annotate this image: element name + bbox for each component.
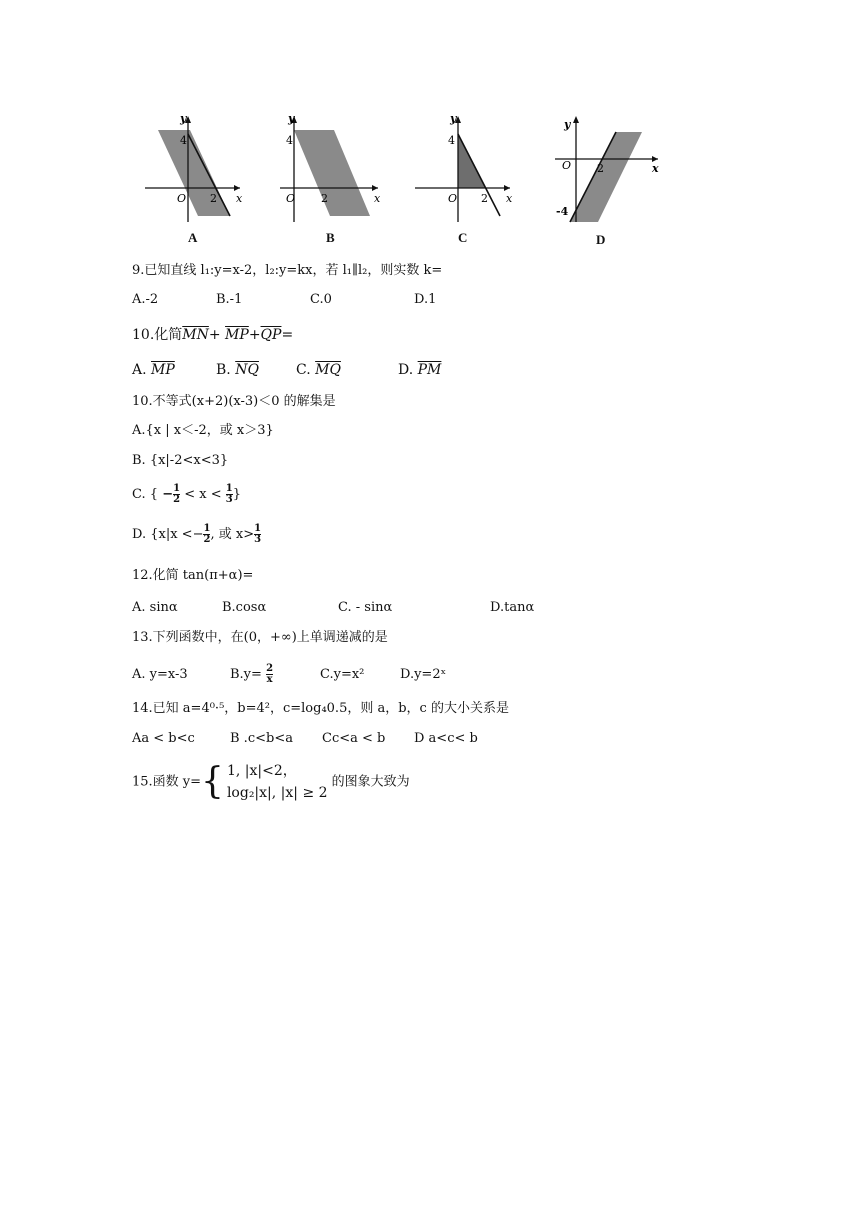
- graph-d-shaded-region: [570, 132, 642, 222]
- q10b-option-a[interactable]: A.{x | x＜-2，或 x＞3}: [132, 423, 274, 438]
- tick-2: 2: [321, 192, 328, 205]
- graph-label-c: C: [458, 230, 468, 245]
- tick-2: 2: [210, 192, 217, 205]
- vector-mn: $\overline{MN}$: [182, 327, 209, 343]
- tick-minus-4: -4: [556, 205, 569, 218]
- equals: =: [281, 327, 294, 343]
- q14-option-c[interactable]: Cc<a < b: [322, 731, 386, 746]
- origin-label: O: [286, 192, 296, 205]
- graph-label-b: B: [326, 230, 335, 245]
- q15-prefix: 15.函数 y=: [132, 774, 202, 790]
- tick-4: 4: [448, 134, 455, 147]
- origin-label: O: [448, 192, 458, 205]
- origin-label: O: [562, 159, 572, 172]
- fraction-one-third: $\frac{1}{3}$: [254, 523, 262, 545]
- x-axis-label: x: [374, 192, 381, 205]
- q13-option-c[interactable]: C.y=x²: [320, 667, 365, 682]
- q15-suffix: 的图象大致为: [327, 774, 410, 790]
- tick-4: 4: [180, 134, 187, 147]
- q12-option-c[interactable]: C. - sinα: [338, 600, 393, 615]
- q15-stem: [132, 760, 410, 805]
- q9-options: [132, 290, 436, 310]
- q13-options: [132, 664, 446, 685]
- graph-b: [278, 112, 383, 245]
- q14-options: [132, 729, 478, 749]
- tick-2: 2: [481, 192, 488, 205]
- answer-graphs: [140, 112, 680, 252]
- piecewise-case-1: 1, |x|<2，: [226, 763, 297, 779]
- y-axis-label: y: [450, 112, 457, 125]
- q12-option-b[interactable]: B.cosα: [222, 600, 267, 615]
- q12-option-d[interactable]: D.tanα: [490, 600, 535, 615]
- x-axis-label: x: [236, 192, 243, 205]
- q13-option-b[interactable]: B.y= $\frac{2}{x}$: [230, 663, 274, 685]
- q9-option-d[interactable]: D.1: [414, 292, 437, 307]
- q9-option-b[interactable]: B.-1: [216, 292, 243, 307]
- q10a-option-a[interactable]: A. $\overline{MP}$: [132, 362, 175, 378]
- q13-option-d[interactable]: D.y=2ˣ: [400, 667, 447, 682]
- q12-option-a[interactable]: A. sinα: [132, 600, 178, 615]
- q13-stem: 13.下列函数中，在(0，+∞)上单调递减的是: [132, 630, 388, 645]
- graph-d: [550, 112, 665, 247]
- q10b-option-c[interactable]: C. { − $\frac{1}{2}$ < x < $\frac{1}{3}$ }: [132, 483, 242, 505]
- graph-b-plot: [278, 112, 383, 227]
- q9-option-a[interactable]: A.-2: [132, 292, 159, 307]
- piecewise-case-2: log₂|x|, |x| ≥ 2: [226, 785, 328, 801]
- q12-stem: 12.化简 tan(π+α)=: [132, 568, 254, 583]
- plus: +: [208, 327, 226, 343]
- x-axis-label: x: [506, 192, 513, 205]
- q10b-option-d[interactable]: D. {x|x <− $\frac{1}{2}$ , 或 x> $\frac{1}{3}$: [132, 523, 262, 545]
- graph-b-shaded-region: [294, 130, 370, 216]
- piecewise-function: { 1, |x|<2， log₂|x|, |x| ≥ 2: [201, 761, 328, 802]
- graph-a-plot: [140, 112, 245, 227]
- q12-options: [132, 598, 534, 618]
- graph-c-plot: [410, 112, 515, 227]
- q10a-options: [132, 360, 441, 380]
- vector-mp: $\overline{MP}$: [225, 327, 249, 343]
- q10a-option-d[interactable]: D. $\overline{PM}$: [398, 362, 442, 378]
- q14-option-a[interactable]: Aa < b<c: [132, 731, 195, 746]
- graph-label-a: A: [188, 230, 198, 245]
- plus: +: [248, 327, 261, 343]
- fraction-one-half: $\frac{1}{2}$: [173, 483, 181, 505]
- q13-option-a[interactable]: A. y=x-3: [132, 667, 188, 682]
- q10a-option-c[interactable]: C. $\overline{MQ}$: [296, 362, 341, 378]
- x-axis-label: x: [652, 162, 659, 175]
- graph-c: [410, 112, 515, 245]
- q10a-option-b[interactable]: B. $\overline{NQ}$: [216, 362, 259, 378]
- y-axis-label: y: [564, 118, 571, 131]
- tick-4: 4: [286, 134, 293, 147]
- q10a-stem: [132, 325, 293, 345]
- q14-option-d[interactable]: D a<c< b: [414, 731, 478, 746]
- fraction-one-half: $\frac{1}{2}$: [203, 523, 211, 545]
- q9-option-c[interactable]: C.0: [310, 292, 332, 307]
- fraction-one-third: $\frac{1}{3}$: [225, 483, 233, 505]
- vector-qp: $\overline{QP}$: [260, 327, 282, 343]
- tick-2: 2: [597, 162, 604, 175]
- graph-a-shaded-region: [158, 130, 230, 216]
- q14-option-b[interactable]: B .c<b<a: [230, 731, 293, 746]
- y-axis-label: y: [180, 112, 187, 125]
- graph-a: [140, 112, 245, 245]
- q14-stem: 14.已知 a=4⁰·⁵，b=4²，c=log₄0.5，则 a，b，c 的大小关系是: [132, 701, 509, 716]
- y-axis-label: y: [288, 112, 295, 125]
- origin-label: O: [177, 192, 187, 205]
- q10b-stem: 10.不等式(x+2)(x-3)＜0 的解集是: [132, 394, 336, 409]
- graph-d-plot: [550, 112, 665, 227]
- q9-stem: 9.已知直线 l₁:y=x-2，l₂:y=kx，若 l₁∥l₂，则实数 k=: [132, 263, 443, 278]
- graph-label-d: D: [596, 232, 606, 247]
- q10b-option-b[interactable]: B. {x|-2<x<3}: [132, 453, 229, 468]
- q10a-prefix: 10.化简: [132, 327, 183, 343]
